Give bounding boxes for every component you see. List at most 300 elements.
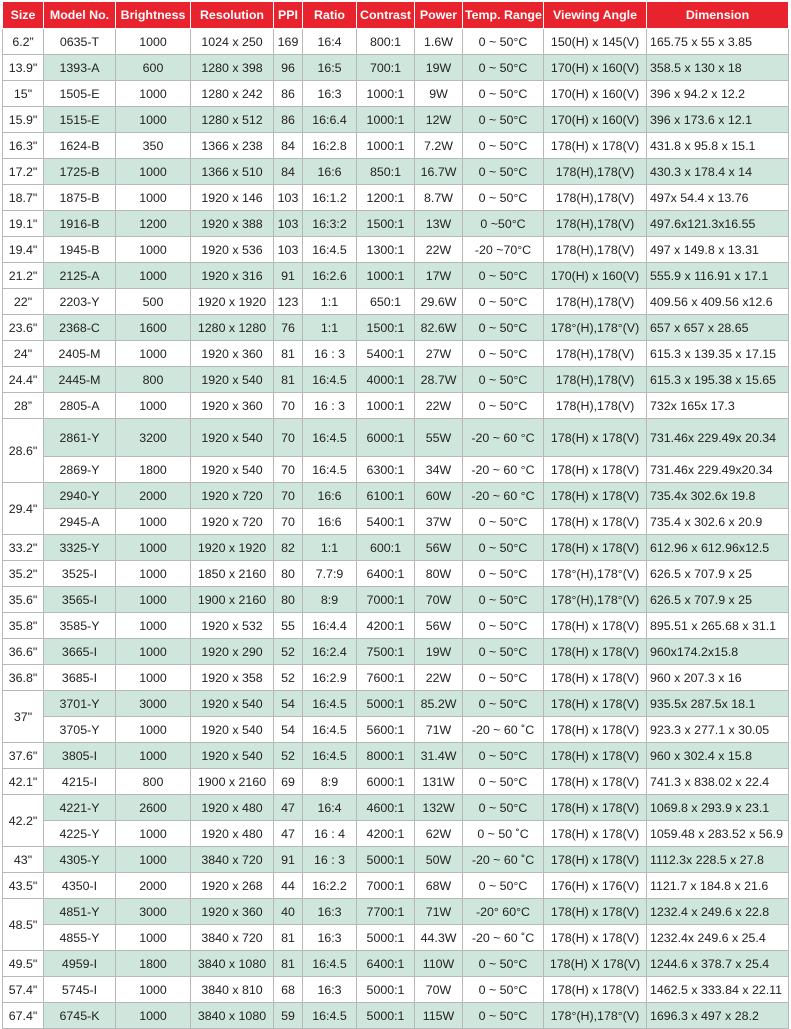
viewing-angle-cell: 178(H) x 178(V) bbox=[544, 743, 647, 769]
table-body bbox=[3, 29, 789, 1029]
viewing-angle-cell: 178(H) x 178(V) bbox=[544, 509, 647, 535]
table-row bbox=[3, 315, 789, 341]
brightness-cell: 1000 bbox=[116, 613, 191, 639]
power-cell: 8.7W bbox=[415, 185, 463, 211]
dimension-cell: 960 x 302.4 x 15.8 bbox=[647, 743, 789, 769]
dimension-cell: 960x174.2x15.8 bbox=[647, 639, 789, 665]
table-row bbox=[3, 29, 789, 55]
contrast-cell: 5600:1 bbox=[357, 717, 415, 743]
ratio-cell: 16:3:2 bbox=[303, 211, 357, 237]
table-row bbox=[3, 483, 789, 509]
contrast-cell: 5000:1 bbox=[357, 925, 415, 951]
contrast-cell: 1500:1 bbox=[357, 211, 415, 237]
resolution-cell: 1920 x 480 bbox=[191, 821, 274, 847]
resolution-cell: 1280 x 398 bbox=[191, 55, 274, 81]
model-cell: 6745-K bbox=[44, 1003, 116, 1029]
ratio-cell: 16:3 bbox=[303, 925, 357, 951]
ratio-cell: 16:6.4 bbox=[303, 107, 357, 133]
contrast-cell: 6400:1 bbox=[357, 561, 415, 587]
temp-range-cell: 0 ~ 50°C bbox=[463, 393, 544, 419]
brightness-cell: 1000 bbox=[116, 185, 191, 211]
temp-range-cell: 0 ~ 50°C bbox=[463, 133, 544, 159]
table-header bbox=[3, 2, 789, 29]
contrast-cell: 1300:1 bbox=[357, 237, 415, 263]
power-cell: 37W bbox=[415, 509, 463, 535]
resolution-cell: 1920 x 358 bbox=[191, 665, 274, 691]
size-cell: 36.6" bbox=[3, 639, 44, 665]
viewing-angle-cell: 178°(H),178°(V) bbox=[544, 315, 647, 341]
table-row bbox=[3, 263, 789, 289]
dimension-cell: 615.3 x 139.35 x 17.15 bbox=[647, 341, 789, 367]
dimension-cell: 409.56 x 409.56 x12.6 bbox=[647, 289, 789, 315]
power-cell: 19W bbox=[415, 55, 463, 81]
ppi-cell: 52 bbox=[274, 743, 303, 769]
size-cell: 42.2" bbox=[3, 795, 44, 847]
ratio-cell: 8:9 bbox=[303, 587, 357, 613]
contrast-cell: 5000:1 bbox=[357, 847, 415, 873]
viewing-angle-cell: 178(H) x 178(V) bbox=[544, 613, 647, 639]
temp-range-cell: 0 ~ 50°C bbox=[463, 873, 544, 899]
model-cell: 2861-Y bbox=[44, 419, 116, 457]
col-header-ppi: PPI bbox=[274, 2, 303, 29]
model-cell: 2805-A bbox=[44, 393, 116, 419]
ppi-cell: 91 bbox=[274, 847, 303, 873]
temp-range-cell: 0 ~ 50°C bbox=[463, 341, 544, 367]
ppi-cell: 86 bbox=[274, 81, 303, 107]
brightness-cell: 1000 bbox=[116, 639, 191, 665]
contrast-cell: 5000:1 bbox=[357, 691, 415, 717]
ppi-cell: 169 bbox=[274, 29, 303, 55]
temp-range-cell: -20 ~ 60 ˚C bbox=[463, 847, 544, 873]
brightness-cell: 1000 bbox=[116, 509, 191, 535]
ppi-cell: 80 bbox=[274, 561, 303, 587]
col-header-viewing-angle: Viewing Angle bbox=[544, 2, 647, 29]
resolution-cell: 3840 x 1080 bbox=[191, 951, 274, 977]
contrast-cell: 850:1 bbox=[357, 159, 415, 185]
ppi-cell: 54 bbox=[274, 717, 303, 743]
power-cell: 132W bbox=[415, 795, 463, 821]
viewing-angle-cell: 178(H) x 178(V) bbox=[544, 691, 647, 717]
dimension-cell: 555.9 x 116.91 x 17.1 bbox=[647, 263, 789, 289]
brightness-cell: 3000 bbox=[116, 899, 191, 925]
table-row bbox=[3, 691, 789, 717]
table-row bbox=[3, 509, 789, 535]
size-cell: 24" bbox=[3, 341, 44, 367]
resolution-cell: 1920 x 290 bbox=[191, 639, 274, 665]
temp-range-cell: 0 ~ 50 ˚C bbox=[463, 821, 544, 847]
model-cell: 3701-Y bbox=[44, 691, 116, 717]
dimension-cell: 1232.4 x 249.6 x 22.8 bbox=[647, 899, 789, 925]
table-row bbox=[3, 107, 789, 133]
ratio-cell: 16:3 bbox=[303, 977, 357, 1003]
ppi-cell: 70 bbox=[274, 393, 303, 419]
size-cell: 24.4" bbox=[3, 367, 44, 393]
brightness-cell: 1000 bbox=[116, 1003, 191, 1029]
ppi-cell: 81 bbox=[274, 925, 303, 951]
viewing-angle-cell: 178(H) x 178(V) bbox=[544, 535, 647, 561]
temp-range-cell: 0 ~ 50°C bbox=[463, 263, 544, 289]
dimension-cell: 497 x 149.8 x 13.31 bbox=[647, 237, 789, 263]
header-row bbox=[3, 2, 789, 29]
resolution-cell: 1280 x 1280 bbox=[191, 315, 274, 341]
dimension-cell: 615.3 x 195.38 x 15.65 bbox=[647, 367, 789, 393]
model-cell: 3585-Y bbox=[44, 613, 116, 639]
resolution-cell: 1920 x 268 bbox=[191, 873, 274, 899]
temp-range-cell: 0 ~ 50°C bbox=[463, 29, 544, 55]
resolution-cell: 1900 x 2160 bbox=[191, 587, 274, 613]
power-cell: 13W bbox=[415, 211, 463, 237]
viewing-angle-cell: 178(H) x 178(V) bbox=[544, 133, 647, 159]
brightness-cell: 1000 bbox=[116, 535, 191, 561]
viewing-angle-cell: 178(H) x 178(V) bbox=[544, 457, 647, 483]
dimension-cell: 1232.4x 249.6 x 25.4 bbox=[647, 925, 789, 951]
size-cell: 15.9" bbox=[3, 107, 44, 133]
dimension-cell: 1121.7 x 184.8 x 21.6 bbox=[647, 873, 789, 899]
contrast-cell: 6000:1 bbox=[357, 419, 415, 457]
model-cell: 2940-Y bbox=[44, 483, 116, 509]
resolution-cell: 3840 x 1080 bbox=[191, 1003, 274, 1029]
ratio-cell: 1:1 bbox=[303, 535, 357, 561]
model-cell: 2945-A bbox=[44, 509, 116, 535]
contrast-cell: 1000:1 bbox=[357, 107, 415, 133]
brightness-cell: 1000 bbox=[116, 263, 191, 289]
temp-range-cell: 0 ~ 50°C bbox=[463, 639, 544, 665]
viewing-angle-cell: 178(H) X 178(V) bbox=[544, 951, 647, 977]
power-cell: 55W bbox=[415, 419, 463, 457]
resolution-cell: 1366 x 510 bbox=[191, 159, 274, 185]
table-row bbox=[3, 55, 789, 81]
table-row bbox=[3, 133, 789, 159]
ppi-cell: 52 bbox=[274, 639, 303, 665]
model-cell: 2368-C bbox=[44, 315, 116, 341]
model-cell: 3805-I bbox=[44, 743, 116, 769]
resolution-cell: 3840 x 810 bbox=[191, 977, 274, 1003]
size-cell: 37" bbox=[3, 691, 44, 743]
brightness-cell: 2000 bbox=[116, 483, 191, 509]
viewing-angle-cell: 178(H) x 178(V) bbox=[544, 419, 647, 457]
viewing-angle-cell: 178(H),178(V) bbox=[544, 341, 647, 367]
table-row bbox=[3, 821, 789, 847]
size-cell: 28.6" bbox=[3, 419, 44, 483]
power-cell: 28.7W bbox=[415, 367, 463, 393]
resolution-cell: 1920 x 1920 bbox=[191, 289, 274, 315]
resolution-cell: 1850 x 2160 bbox=[191, 561, 274, 587]
col-header-brightness: Brightness bbox=[116, 2, 191, 29]
power-cell: 34W bbox=[415, 457, 463, 483]
temp-range-cell: -20 ~ 60 °C bbox=[463, 483, 544, 509]
ratio-cell: 16:3 bbox=[303, 899, 357, 925]
table-row bbox=[3, 1003, 789, 1029]
contrast-cell: 1200:1 bbox=[357, 185, 415, 211]
temp-range-cell: -20° 60°C bbox=[463, 899, 544, 925]
viewing-angle-cell: 178°(H),178°(V) bbox=[544, 561, 647, 587]
contrast-cell: 800:1 bbox=[357, 29, 415, 55]
model-cell: 2203-Y bbox=[44, 289, 116, 315]
power-cell: 56W bbox=[415, 613, 463, 639]
temp-range-cell: -20 ~ 60 ˚C bbox=[463, 925, 544, 951]
ratio-cell: 16:4.5 bbox=[303, 457, 357, 483]
power-cell: 9W bbox=[415, 81, 463, 107]
viewing-angle-cell: 178(H),178(V) bbox=[544, 367, 647, 393]
size-cell: 36.8" bbox=[3, 665, 44, 691]
brightness-cell: 1000 bbox=[116, 665, 191, 691]
resolution-cell: 1920 x 146 bbox=[191, 185, 274, 211]
contrast-cell: 7000:1 bbox=[357, 587, 415, 613]
brightness-cell: 1000 bbox=[116, 237, 191, 263]
model-cell: 3565-I bbox=[44, 587, 116, 613]
dimension-cell: 358.5 x 130 x 18 bbox=[647, 55, 789, 81]
ppi-cell: 80 bbox=[274, 587, 303, 613]
viewing-angle-cell: 178(H) x 178(V) bbox=[544, 977, 647, 1003]
model-cell: 1945-B bbox=[44, 237, 116, 263]
ppi-cell: 103 bbox=[274, 185, 303, 211]
temp-range-cell: 0 ~ 50°C bbox=[463, 977, 544, 1003]
model-cell: 4350-I bbox=[44, 873, 116, 899]
power-cell: 50W bbox=[415, 847, 463, 873]
model-cell: 1505-E bbox=[44, 81, 116, 107]
ppi-cell: 123 bbox=[274, 289, 303, 315]
temp-range-cell: 0 ~ 50°C bbox=[463, 561, 544, 587]
brightness-cell: 1000 bbox=[116, 743, 191, 769]
power-cell: 1.6W bbox=[415, 29, 463, 55]
brightness-cell: 1800 bbox=[116, 951, 191, 977]
resolution-cell: 1920 x 316 bbox=[191, 263, 274, 289]
power-cell: 22W bbox=[415, 393, 463, 419]
model-cell: 3665-I bbox=[44, 639, 116, 665]
brightness-cell: 3200 bbox=[116, 419, 191, 457]
dimension-cell: 165.75 x 55 x 3.85 bbox=[647, 29, 789, 55]
resolution-cell: 1920 x 540 bbox=[191, 691, 274, 717]
ratio-cell: 16:4.5 bbox=[303, 367, 357, 393]
temp-range-cell: 0 ~ 50°C bbox=[463, 159, 544, 185]
size-cell: 19.1" bbox=[3, 211, 44, 237]
table-row bbox=[3, 561, 789, 587]
resolution-cell: 1920 x 360 bbox=[191, 899, 274, 925]
model-cell: 3525-I bbox=[44, 561, 116, 587]
model-cell: 3705-Y bbox=[44, 717, 116, 743]
power-cell: 115W bbox=[415, 1003, 463, 1029]
power-cell: 71W bbox=[415, 899, 463, 925]
brightness-cell: 350 bbox=[116, 133, 191, 159]
contrast-cell: 5400:1 bbox=[357, 341, 415, 367]
size-cell: 15" bbox=[3, 81, 44, 107]
temp-range-cell: 0 ~ 50°C bbox=[463, 107, 544, 133]
model-cell: 4305-Y bbox=[44, 847, 116, 873]
model-cell: 2445-M bbox=[44, 367, 116, 393]
ppi-cell: 69 bbox=[274, 769, 303, 795]
temp-range-cell: 0 ~ 50°C bbox=[463, 289, 544, 315]
contrast-cell: 1000:1 bbox=[357, 81, 415, 107]
size-cell: 6.2” bbox=[3, 29, 44, 55]
resolution-cell: 3840 x 720 bbox=[191, 847, 274, 873]
power-cell: 27W bbox=[415, 341, 463, 367]
dimension-cell: 430.3 x 178.4 x 14 bbox=[647, 159, 789, 185]
model-cell: 2869-Y bbox=[44, 457, 116, 483]
dimension-cell: 497x 54.4 x 13.76 bbox=[647, 185, 789, 211]
contrast-cell: 6000:1 bbox=[357, 769, 415, 795]
model-cell: 1875-B bbox=[44, 185, 116, 211]
contrast-cell: 4200:1 bbox=[357, 821, 415, 847]
size-cell: 43.5" bbox=[3, 873, 44, 899]
size-cell: 16.3" bbox=[3, 133, 44, 159]
ppi-cell: 47 bbox=[274, 795, 303, 821]
size-cell: 35.6" bbox=[3, 587, 44, 613]
ratio-cell: 16:2.8 bbox=[303, 133, 357, 159]
dimension-cell: 1112.3x 228.5 x 27.8 bbox=[647, 847, 789, 873]
ratio-cell: 16:2.9 bbox=[303, 665, 357, 691]
col-header-temp-range: Temp. Range bbox=[463, 2, 544, 29]
power-cell: 22W bbox=[415, 237, 463, 263]
dimension-cell: 626.5 x 707.9 x 25 bbox=[647, 561, 789, 587]
contrast-cell: 7700:1 bbox=[357, 899, 415, 925]
table-row bbox=[3, 367, 789, 393]
resolution-cell: 1280 x 512 bbox=[191, 107, 274, 133]
ratio-cell: 16:6 bbox=[303, 483, 357, 509]
table-row bbox=[3, 873, 789, 899]
temp-range-cell: 0 ~ 50°C bbox=[463, 315, 544, 341]
ppi-cell: 103 bbox=[274, 211, 303, 237]
contrast-cell: 600:1 bbox=[357, 535, 415, 561]
col-header-ratio: Ratio bbox=[303, 2, 357, 29]
brightness-cell: 1000 bbox=[116, 29, 191, 55]
contrast-cell: 1500:1 bbox=[357, 315, 415, 341]
spec-table bbox=[2, 1, 789, 1029]
ppi-cell: 55 bbox=[274, 613, 303, 639]
viewing-angle-cell: 178(H),178(V) bbox=[544, 289, 647, 315]
table-row bbox=[3, 81, 789, 107]
brightness-cell: 800 bbox=[116, 769, 191, 795]
power-cell: 7.2W bbox=[415, 133, 463, 159]
table-row bbox=[3, 159, 789, 185]
temp-range-cell: 0 ~ 50°C bbox=[463, 613, 544, 639]
model-cell: 4225-Y bbox=[44, 821, 116, 847]
ratio-cell: 1:1 bbox=[303, 315, 357, 341]
ppi-cell: 84 bbox=[274, 159, 303, 185]
dimension-cell: 1069.8 x 293.9 x 23.1 bbox=[647, 795, 789, 821]
model-cell: 4221-Y bbox=[44, 795, 116, 821]
ratio-cell: 16:4.5 bbox=[303, 237, 357, 263]
col-header-model: Model No. bbox=[44, 2, 116, 29]
ppi-cell: 82 bbox=[274, 535, 303, 561]
temp-range-cell: 0 ~ 50°C bbox=[463, 55, 544, 81]
resolution-cell: 1920 x 540 bbox=[191, 367, 274, 393]
viewing-angle-cell: 178(H) x 178(V) bbox=[544, 717, 647, 743]
model-cell: 1725-B bbox=[44, 159, 116, 185]
ratio-cell: 16:4.5 bbox=[303, 419, 357, 457]
dimension-cell: 732x 165x 17.3 bbox=[647, 393, 789, 419]
ratio-cell: 16:4.5 bbox=[303, 951, 357, 977]
contrast-cell: 700:1 bbox=[357, 55, 415, 81]
size-cell: 49.5" bbox=[3, 951, 44, 977]
table-row bbox=[3, 717, 789, 743]
power-cell: 110W bbox=[415, 951, 463, 977]
resolution-cell: 1920 x 540 bbox=[191, 457, 274, 483]
ppi-cell: 81 bbox=[274, 951, 303, 977]
dimension-cell: 923.3 x 277.1 x 30.05 bbox=[647, 717, 789, 743]
table-row bbox=[3, 185, 789, 211]
temp-range-cell: -20 ~ 60 °C bbox=[463, 457, 544, 483]
power-cell: 44.3W bbox=[415, 925, 463, 951]
power-cell: 71W bbox=[415, 717, 463, 743]
power-cell: 12W bbox=[415, 107, 463, 133]
power-cell: 16.7W bbox=[415, 159, 463, 185]
dimension-cell: 735.4x 302.6x 19.8 bbox=[647, 483, 789, 509]
ppi-cell: 70 bbox=[274, 509, 303, 535]
table-row bbox=[3, 419, 789, 457]
ratio-cell: 16:4.4 bbox=[303, 613, 357, 639]
ratio-cell: 16:4 bbox=[303, 795, 357, 821]
contrast-cell: 6400:1 bbox=[357, 951, 415, 977]
power-cell: 70W bbox=[415, 587, 463, 613]
size-cell: 57.4" bbox=[3, 977, 44, 1003]
resolution-cell: 1920 x 540 bbox=[191, 419, 274, 457]
model-cell: 3685-I bbox=[44, 665, 116, 691]
dimension-cell: 396 x 94.2 x 12.2 bbox=[647, 81, 789, 107]
temp-range-cell: 0 ~ 50°C bbox=[463, 951, 544, 977]
ppi-cell: 103 bbox=[274, 237, 303, 263]
table-row bbox=[3, 899, 789, 925]
ppi-cell: 81 bbox=[274, 367, 303, 393]
brightness-cell: 1000 bbox=[116, 107, 191, 133]
ratio-cell: 16:2.4 bbox=[303, 639, 357, 665]
contrast-cell: 4000:1 bbox=[357, 367, 415, 393]
power-cell: 31.4W bbox=[415, 743, 463, 769]
contrast-cell: 7000:1 bbox=[357, 873, 415, 899]
viewing-angle-cell: 178(H) x 178(V) bbox=[544, 483, 647, 509]
table-row bbox=[3, 535, 789, 561]
contrast-cell: 1000:1 bbox=[357, 133, 415, 159]
model-cell: 4959-I bbox=[44, 951, 116, 977]
power-cell: 19W bbox=[415, 639, 463, 665]
brightness-cell: 600 bbox=[116, 55, 191, 81]
contrast-cell: 4200:1 bbox=[357, 613, 415, 639]
ppi-cell: 70 bbox=[274, 483, 303, 509]
viewing-angle-cell: 178(H) x 178(V) bbox=[544, 769, 647, 795]
contrast-cell: 5400:1 bbox=[357, 509, 415, 535]
contrast-cell: 6100:1 bbox=[357, 483, 415, 509]
viewing-angle-cell: 178(H),178(V) bbox=[544, 211, 647, 237]
ratio-cell: 16:4.5 bbox=[303, 1003, 357, 1029]
table-row bbox=[3, 289, 789, 315]
temp-range-cell: 0 ~ 50°C bbox=[463, 535, 544, 561]
ppi-cell: 84 bbox=[274, 133, 303, 159]
resolution-cell: 1920 x 532 bbox=[191, 613, 274, 639]
dimension-cell: 657 x 657 x 28.65 bbox=[647, 315, 789, 341]
temp-range-cell: 0 ~50°C bbox=[463, 211, 544, 237]
contrast-cell: 1000:1 bbox=[357, 393, 415, 419]
table-row bbox=[3, 665, 789, 691]
col-header-resolution: Resolution bbox=[191, 2, 274, 29]
ratio-cell: 16:4.5 bbox=[303, 691, 357, 717]
brightness-cell: 3000 bbox=[116, 691, 191, 717]
table-row bbox=[3, 237, 789, 263]
power-cell: 60W bbox=[415, 483, 463, 509]
temp-range-cell: 0 ~ 50°C bbox=[463, 81, 544, 107]
dimension-cell: 1462.5 x 333.84 x 22.11 bbox=[647, 977, 789, 1003]
brightness-cell: 1000 bbox=[116, 393, 191, 419]
ppi-cell: 59 bbox=[274, 1003, 303, 1029]
power-cell: 56W bbox=[415, 535, 463, 561]
col-header-contrast: Contrast bbox=[357, 2, 415, 29]
brightness-cell: 1000 bbox=[116, 821, 191, 847]
brightness-cell: 2600 bbox=[116, 795, 191, 821]
dimension-cell: 626.5 x 707.9 x 25 bbox=[647, 587, 789, 613]
brightness-cell: 1800 bbox=[116, 457, 191, 483]
table-row bbox=[3, 925, 789, 951]
ppi-cell: 96 bbox=[274, 55, 303, 81]
power-cell: 82.6W bbox=[415, 315, 463, 341]
size-cell: 23.6" bbox=[3, 315, 44, 341]
